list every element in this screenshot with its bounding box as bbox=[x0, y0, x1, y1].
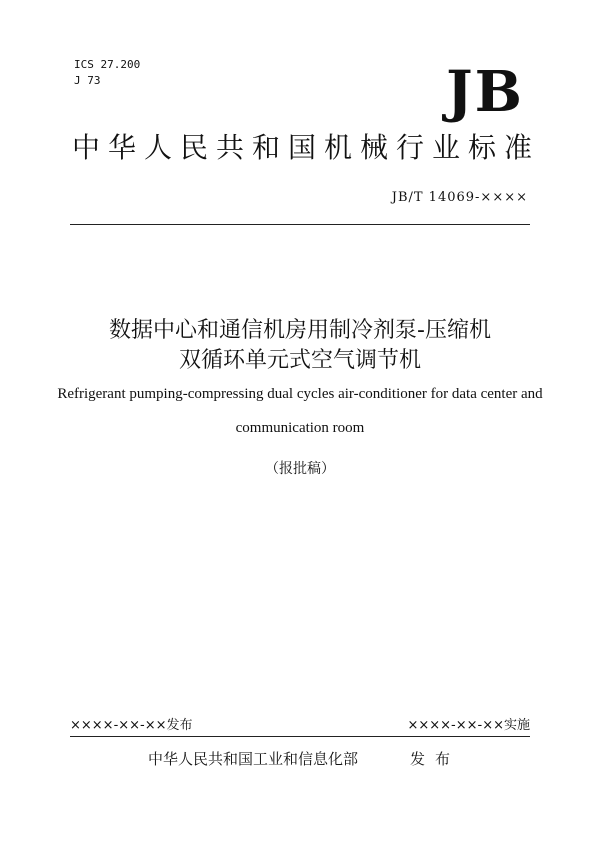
jb-logo: JB bbox=[446, 59, 524, 125]
ccs-code: J 73 bbox=[74, 74, 101, 87]
chinese-title-line-1: 数据中心和通信机房用制冷剂泵-压缩机 bbox=[109, 318, 491, 343]
issue-date: ××××-××-××发布 bbox=[70, 718, 193, 733]
issuing-authority: 中华人民共和国工业和信息化部 bbox=[148, 750, 359, 768]
english-title-line-2: communication room bbox=[235, 420, 365, 436]
chinese-title-line-2: 双循环单元式空气调节机 bbox=[178, 348, 421, 373]
bottom-divider bbox=[70, 736, 530, 737]
top-divider bbox=[70, 224, 530, 225]
english-title-line-1: Refrigerant pumping-compressing dual cycles air-conditioner for data center and bbox=[57, 386, 543, 402]
implement-date: ××××-××-××实施 bbox=[407, 718, 530, 733]
ics-code: ICS 27.200 bbox=[74, 58, 141, 71]
draft-stage-label: （报批稿） bbox=[265, 461, 335, 477]
standard-number: JB/T 14069-×××× bbox=[391, 190, 528, 205]
publish-label: 发布 bbox=[410, 750, 461, 768]
standard-title: 中华人民共和国机械行业标准 bbox=[72, 131, 541, 164]
